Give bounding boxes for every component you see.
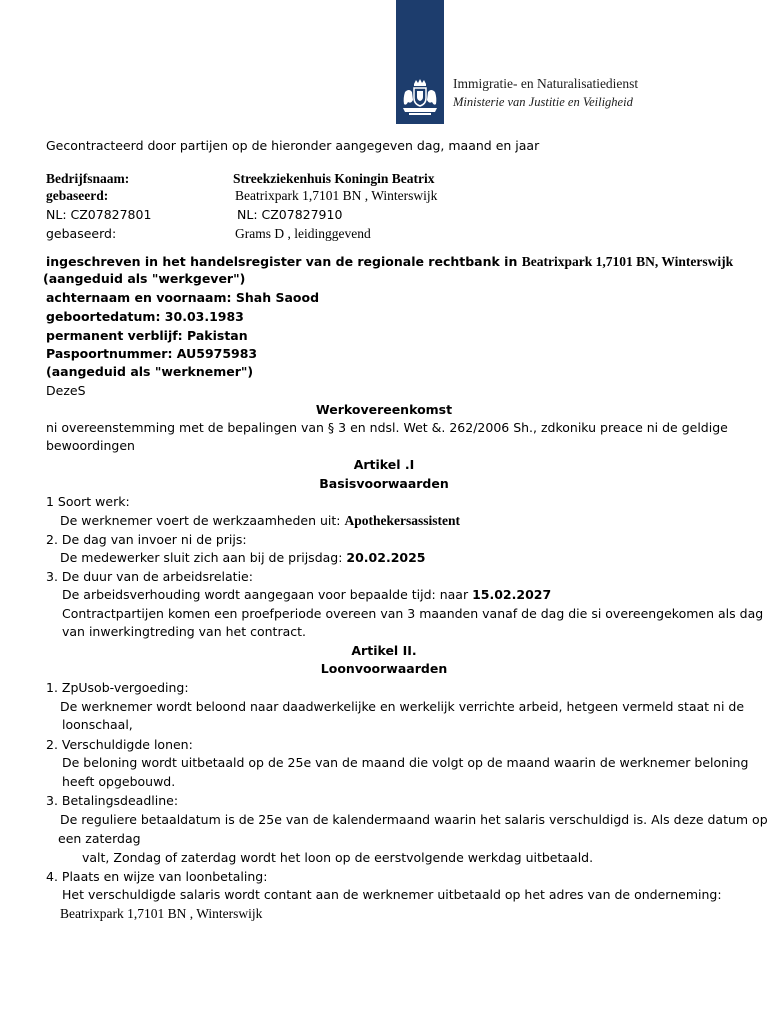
job-title: Apothekersassistent bbox=[344, 513, 461, 528]
employer-alias: (aangeduid als "werkgever") bbox=[43, 271, 246, 286]
article1-item1-text: De werknemer voert de werkzaamheden uit: bbox=[60, 513, 345, 528]
probation-line1: Contractpartijen komen een proefperiode overeen van 3 maanden vanaf de dag die si overeengekomen als dag bbox=[62, 606, 764, 621]
company-address-footer: Beatrixpark 1,7101 BN , Winterswijk bbox=[60, 906, 263, 921]
article1-item3-line bbox=[62, 585, 551, 604]
end-date: 15.02.2027 bbox=[472, 587, 552, 602]
company-name: Streekziekenhuis Koningin Beatrix bbox=[233, 171, 435, 186]
article1-item2-head: 2. De dag van invoer ni de prijs: bbox=[46, 532, 247, 547]
contract-basis-line1: ni overeenstemming met de bepalingen van § 3 en ndsl. Wet &. 262/2006 Sh., zdkoniku preace ni de geldige bbox=[46, 420, 728, 435]
intro-line: Gecontracteerd door partijen op de hieronder aangegeven dag, maand en jaar bbox=[46, 138, 540, 153]
article1-item2-text: De medewerker sluit zich aan bij de prijsdag: bbox=[60, 550, 347, 565]
article1-title: Basisvoorwaarden bbox=[319, 476, 449, 491]
registration-place: Beatrixpark 1,7101 BN, Winterswijk bbox=[521, 254, 734, 269]
article2-number: Artikel II. bbox=[351, 643, 417, 658]
company-address: Beatrixpark 1,7101 BN , Winterswijk bbox=[235, 188, 438, 203]
article2-item3-line1: De reguliere betaaldatum is de 25e van de kalendermaand waarin het salaris verschuldigd is. Als deze datum op bbox=[60, 812, 768, 827]
article2-item4-head: 4. Plaats en wijze van loonbetaling: bbox=[46, 869, 268, 884]
article2-item3-line2: een zaterdag bbox=[58, 831, 141, 846]
represented-by: Grams D , leidinggevend bbox=[235, 226, 371, 241]
article1-item3-text: De arbeidsverhouding wordt aangegaan voor bepaalde tijd: naar bbox=[62, 587, 473, 602]
these-line: DezeS bbox=[46, 383, 86, 398]
article2-title: Loonvoorwaarden bbox=[320, 661, 448, 676]
based-label-2: gebaseerd: bbox=[46, 226, 117, 241]
probation-line2: van inwerkingtreding van het contract. bbox=[62, 624, 306, 639]
article2-item1-head: 1. ZpUsob-vergoeding: bbox=[46, 680, 189, 695]
employee-alias: (aangeduid als "werknemer") bbox=[46, 364, 254, 379]
article1-item2-line bbox=[60, 548, 425, 567]
nl-number-left: NL: CZ07827801 bbox=[46, 207, 152, 222]
registration-prefix: ingeschreven in het handelsregister van de regionale rechtbank in bbox=[46, 254, 522, 269]
article2-item1-line1: De werknemer wordt beloond naar daadwerkelijke en werkelijk verrichte arbeid, hetgeen vermeld staat ni de bbox=[60, 699, 745, 714]
employee-residence: permanent verblijf: Pakistan bbox=[46, 328, 248, 343]
contract-basis-line2: bewoordingen bbox=[46, 438, 135, 453]
contract-title: Werkovereenkomst bbox=[315, 402, 453, 417]
start-date: 20.02.2025 bbox=[346, 550, 426, 565]
article2-item2-head: 2. Verschuldigde lonen: bbox=[46, 737, 193, 752]
article1-item3-head: 3. De duur van de arbeidsrelatie: bbox=[46, 569, 253, 584]
article1-item1-head: 1 Soort werk: bbox=[46, 494, 130, 509]
employee-dob: geboortedatum: 30.03.1983 bbox=[46, 309, 244, 324]
ministry-name: Ministerie van Justitie en Veiligheid bbox=[453, 95, 633, 109]
company-label: Bedrijfsnaam: bbox=[46, 171, 130, 186]
article1-item1-line bbox=[60, 511, 460, 530]
organization-name: Immigratie- en Naturalisatiedienst bbox=[453, 76, 639, 91]
article1-number: Artikel .I bbox=[353, 457, 415, 472]
employee-passport: Paspoortnummer: AU5975983 bbox=[46, 346, 258, 361]
nl-number-right: NL: CZ07827910 bbox=[237, 207, 343, 222]
article2-item1-line2: loonschaal, bbox=[62, 717, 133, 732]
crest-icon bbox=[400, 78, 440, 118]
based-label: gebaseerd: bbox=[46, 188, 109, 203]
article2-item2-line2: heeft opgebouwd. bbox=[62, 774, 176, 789]
article2-item3-line3: valt, Zondag of zaterdag wordt het loon op de eerstvolgende werkdag uitbetaald. bbox=[82, 850, 594, 865]
article2-item3-head: 3. Betalingsdeadline: bbox=[46, 793, 179, 808]
article2-item2-line1: De beloning wordt uitbetaald op de 25e van de maand die volgt op de maand waarin de werknemer beloning bbox=[62, 755, 749, 770]
logo-band bbox=[396, 0, 444, 124]
article2-item4-line1: Het verschuldigde salaris wordt contant aan de werknemer uitbetaald op het adres van de onderneming: bbox=[62, 887, 722, 902]
employee-name: achternaam en voornaam: Shah Saood bbox=[46, 290, 320, 305]
